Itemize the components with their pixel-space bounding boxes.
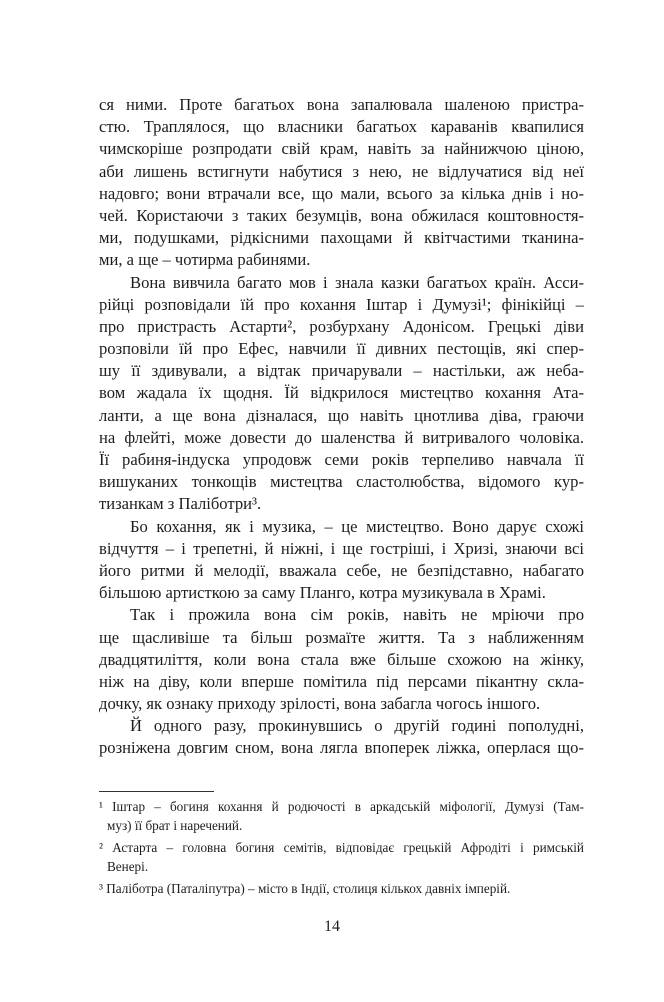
text-line: більшою артисткою за саму Планго, котра музикувала в Храмі. <box>99 583 546 603</box>
footnote <box>99 880 584 899</box>
footnote-line: ² Астарта – головна богиня семітів, відповідає грецькій Афродіті і римській <box>99 840 584 855</box>
paragraph <box>99 94 584 272</box>
footnote-divider <box>99 791 214 792</box>
paragraph <box>99 715 584 759</box>
text-line: про пристрасть Астарти², розбурхану Адонісом. Грецькі діви <box>99 316 584 336</box>
text-line: Так і прожила вона сім років, навіть не мріючи про <box>130 605 584 625</box>
text-line: його ритми й мелодії, вважала себе, не безпідставно, набагато <box>99 560 584 580</box>
paragraph <box>99 516 584 605</box>
text-line: ніж на діву, коли вперше помітила під персами пікантну скла- <box>99 671 584 691</box>
text-line: ми, а ще – чотирма рабинями. <box>99 250 311 270</box>
text-line: рійці розповідали їй про кохання Іштар і Думузі¹; фінікійці – <box>99 294 584 314</box>
paragraph <box>99 604 584 715</box>
footnote-line: муз) її брат і наречений. <box>107 817 243 833</box>
text-line: надовго; вони втрачали все, що мали, всього за кілька днів і но- <box>99 183 584 203</box>
text-line: Її рабиня-індуска упродовж семи років терпеливо навчала її <box>99 450 584 469</box>
text-line: вишуканих тонкощів мистецтва сластолюбства, відомого кур- <box>99 472 584 492</box>
paragraph <box>99 272 584 516</box>
text-line: Й одного разу, прокинувшись о другій годині пополудні, <box>130 716 584 736</box>
footnote-line: ³ Паліботра (Паталіпутра) – місто в Індії, столиця кількох давніх імперій. <box>99 881 511 896</box>
text-line: Бо кохання, як і музика, – це мистецтво. Воно дарує схожі <box>130 516 584 536</box>
text-line: стю. Траплялося, що власники багатьох караванів квапилися <box>99 117 584 137</box>
footnote-line: ¹ Іштар – богиня кохання й родючості в аркадській міфології, Думузі (Там- <box>99 799 584 814</box>
text-line: ми, подушками, рідкісними пахощами й квітчастими тканина- <box>99 228 584 248</box>
text-line: вом жадала їх щодня. Їй відкрилося мистецтво кохання Ата- <box>99 383 584 403</box>
text-line: відчуття – і трепетні, й ніжні, і ще гостріші, і Хризі, знаючи всі <box>99 538 584 558</box>
text-line: дочку, як ознаку приходу зрілості, вона забагла чогось іншого. <box>99 694 541 714</box>
text-line: Вона вивчила багато мов і знала казки багатьох країн. Асси- <box>130 272 584 292</box>
text-line: розніжена довгим сном, вона лягла впоперек ліжка, оперлася що- <box>99 738 584 758</box>
footnote <box>99 839 584 876</box>
text-line: на флейті, може довести до шаленства й витривалого чоловіка. <box>99 427 584 447</box>
text-line: чимскоріше розпродати свій крам, навіть за найнижчою ціною, <box>99 139 584 159</box>
text-line: шу її здивували, а відтак причарували – настільки, аж неба- <box>99 361 584 381</box>
text-line: ланти, а ще вона дізналася, що навіть цнотлива діва, граючи <box>99 405 584 425</box>
footnote <box>99 798 584 835</box>
text-line: ще щасливіше та більш розмаїте життя. Та з наближенням <box>99 627 584 647</box>
text-line: розповіли їй про Ефес, навчили її дивних пестощів, які спер- <box>99 339 584 359</box>
text-line: двадцятиліття, коли вона стала вже більше схожою на жінку, <box>99 649 584 669</box>
text-line: ся ними. Проте багатьох вона запалювала шаленою пристра- <box>99 95 584 114</box>
text-line: чей. Користаючи з таких безумців, вона обжилася коштовностя- <box>99 205 584 225</box>
page-number: 14 <box>324 918 340 935</box>
footnote-line: Венері. <box>107 858 149 874</box>
text-line: аби лишень встигнути набутися з нею, не відлучатися від неї <box>99 161 584 181</box>
text-line: тизанкам з Паліботри³. <box>99 494 262 514</box>
body-text <box>99 94 584 760</box>
footnotes <box>99 798 584 903</box>
